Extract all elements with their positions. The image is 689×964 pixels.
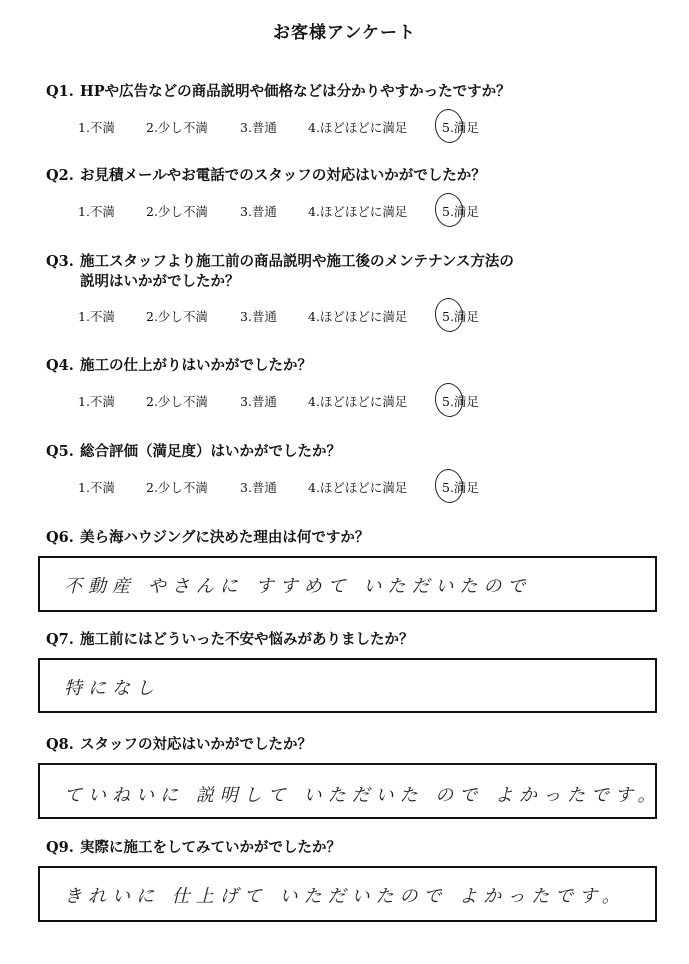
option-4[interactable]: 4.ほどほどに満足 — [308, 480, 408, 495]
question-3-line-2 — [46, 270, 240, 291]
question-3 — [46, 250, 514, 271]
question-6 — [46, 526, 369, 547]
option-3[interactable]: 3.普通 — [240, 120, 277, 135]
handwritten-answer: ていねいに 説明して いただいた ので よかったです。 — [64, 785, 662, 806]
question-text-continued: 説明はいかがでしたか？ — [80, 273, 240, 290]
question-4 — [46, 354, 312, 375]
option-5[interactable]: 5.満足 — [442, 394, 479, 409]
selected-circle-mark — [433, 107, 465, 145]
question-number: Q6. — [46, 529, 74, 546]
question-number: Q8. — [46, 736, 74, 753]
option-1[interactable]: 1.不満 — [78, 309, 115, 324]
question-text: 総合評価（満足度）はいかがでしたか？ — [80, 443, 341, 460]
option-5[interactable]: 5.満足 — [442, 204, 479, 219]
question-text: HPや広告などの商品説明や価格などは分かりやすかったですか？ — [80, 83, 511, 100]
question-8 — [46, 733, 312, 754]
question-text: 実際に施工をしてみていかがでしたか？ — [80, 839, 341, 856]
question-text: 施工の仕上がりはいかがでしたか？ — [80, 357, 312, 374]
question-text: 美ら海ハウジングに決めた理由は何ですか？ — [80, 529, 370, 546]
question-text: お見積メールやお電話でのスタッフの対応はいかがでしたか？ — [80, 167, 486, 184]
question-text: スタッフの対応はいかがでしたか？ — [80, 736, 312, 753]
option-5[interactable]: 5.満足 — [442, 120, 479, 135]
question-text: 施工前にはどういった不安や悩みがありましたか？ — [80, 631, 414, 648]
selected-circle-mark — [433, 296, 465, 334]
option-4[interactable]: 4.ほどほどに満足 — [308, 394, 408, 409]
option-3[interactable]: 3.普通 — [240, 480, 277, 495]
selected-circle-mark — [433, 381, 465, 419]
question-text: 施工スタッフより施工前の商品説明や施工後のメンテナンス方法の — [80, 253, 514, 270]
question-1 — [46, 80, 511, 101]
question-number: Q7. — [46, 631, 74, 648]
option-5[interactable]: 5.満足 — [442, 480, 479, 495]
option-4[interactable]: 4.ほどほどに満足 — [308, 204, 408, 219]
option-1[interactable]: 1.不満 — [78, 480, 115, 495]
option-2[interactable]: 2.少し不満 — [146, 480, 208, 495]
option-3[interactable]: 3.普通 — [240, 204, 277, 219]
selected-circle-mark — [433, 191, 465, 229]
page-title: お客様アンケート — [273, 23, 416, 43]
handwritten-answer: 特になし — [64, 678, 160, 699]
selected-circle-mark — [433, 467, 465, 505]
option-3[interactable]: 3.普通 — [240, 394, 277, 409]
question-number: Q4. — [46, 357, 74, 374]
answer-box-q7[interactable] — [38, 658, 657, 713]
answer-box-q8[interactable] — [38, 763, 662, 819]
option-1[interactable]: 1.不満 — [78, 204, 115, 219]
question-number: Q1. — [46, 83, 74, 100]
question-9 — [46, 836, 341, 857]
handwritten-answer: 不動産 やさんに すすめて いただいたので — [64, 576, 532, 597]
option-5[interactable]: 5.満足 — [442, 309, 479, 324]
option-2[interactable]: 2.少し不満 — [146, 120, 208, 135]
answer-box-q9[interactable] — [38, 866, 657, 922]
option-4[interactable]: 4.ほどほどに満足 — [308, 309, 408, 324]
question-number: Q9. — [46, 839, 74, 856]
question-2 — [46, 164, 486, 185]
option-4[interactable]: 4.ほどほどに満足 — [308, 120, 408, 135]
question-number: Q5. — [46, 443, 74, 460]
option-2[interactable]: 2.少し不満 — [146, 204, 208, 219]
question-7 — [46, 628, 414, 649]
handwritten-answer: きれいに 仕上げて いただいたので よかったです。 — [64, 886, 626, 907]
option-1[interactable]: 1.不満 — [78, 120, 115, 135]
question-number: Q2. — [46, 167, 74, 184]
answer-box-q6[interactable] — [38, 556, 657, 612]
option-1[interactable]: 1.不満 — [78, 394, 115, 409]
question-number: Q3. — [46, 253, 74, 270]
question-5 — [46, 440, 341, 461]
option-2[interactable]: 2.少し不満 — [146, 394, 208, 409]
option-3[interactable]: 3.普通 — [240, 309, 277, 324]
option-2[interactable]: 2.少し不満 — [146, 309, 208, 324]
